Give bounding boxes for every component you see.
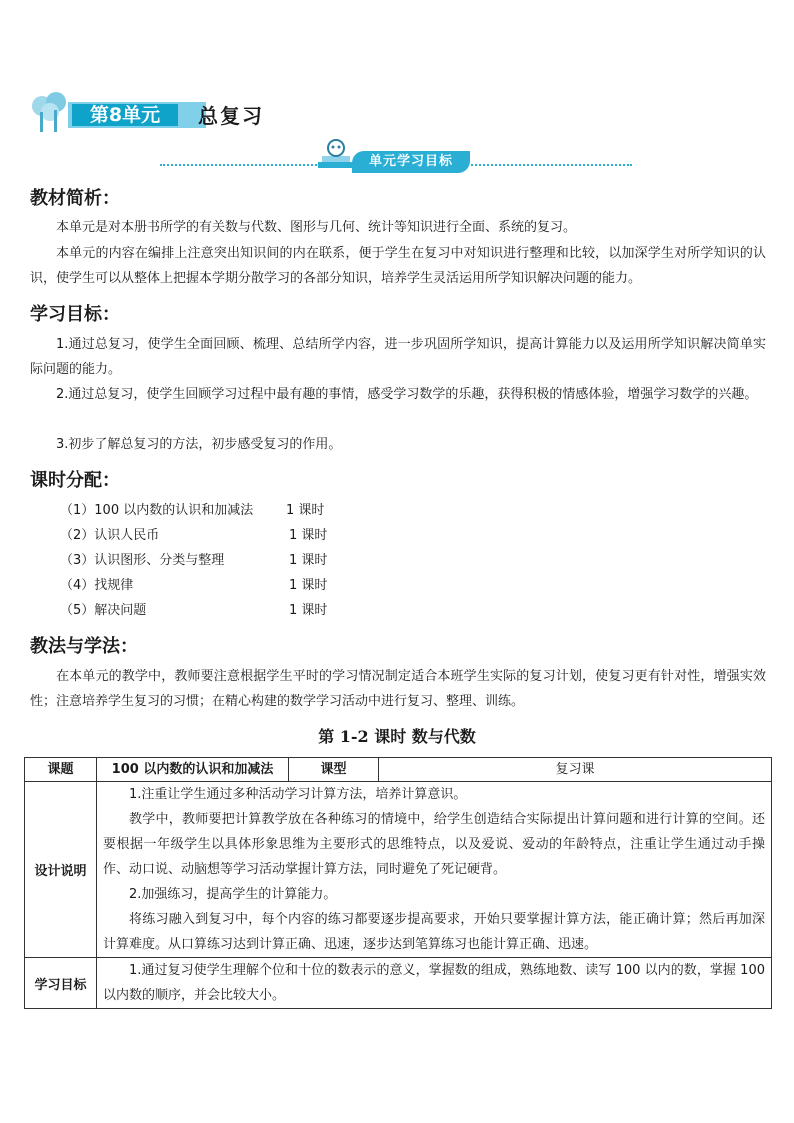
unit-objectives-banner [160,144,632,174]
lesson-name: （1）100 以内数的认识和加减法 [60,503,254,518]
design-paragraph: 教学中，教师要把计算教学放在各种练习的情境中，给学生创造结合实际提出计算问题和进行计算的空间。还要根据一年级学生以具体形象思维为主要形式的思维特点，以及爱说、爱动的年龄特点，注重让学生通过动手操作、动口说、动脑想等学习活动掌握计算方法，同时避免了死记硬背。 [103,812,765,877]
table-row [25,958,772,1009]
topic-value: 100 以内数的认识和加减法 [97,758,289,782]
lesson-hours: 1 课时 [289,603,328,618]
lesson-name: （4）找规律 [60,578,134,593]
topic-label: 课题 [25,758,97,782]
section-title-materials: 教材简析： [30,188,120,209]
lesson-name: （3）认识图形、分类与整理 [60,553,225,568]
lesson-hours: 1 课时 [286,503,325,518]
design-paragraph: 将练习融入到复习中，每个内容的练习都要逐步提高要求，开始只要掌握计算方法，能正确计算；然后再加深计算难度。从口算练习达到计算正确、迅速，逐步达到笔算练习也能计算正确、迅速。 [103,912,765,952]
design-content [97,782,772,958]
goals-paragraph: 2.通过总复习，使学生回顾学习过程中最有趣的事情，感受学习数学的乐趣，获得积极的情感体验，增强学习数学的兴趣。 [56,387,758,402]
banner-label: 单元学习目标 [352,151,470,173]
unit-header [30,92,290,136]
unit-badge [68,102,206,128]
unit-title: 总复习 [198,104,264,128]
objective-label: 学习目标 [25,958,97,1009]
design-paragraph: 2.加强练习，提高学生的计算能力。 [129,887,337,902]
tree-icon [30,92,70,134]
type-label: 课型 [289,758,379,782]
materials-paragraph: 本单元是对本册书所学的有关数与代数、图形与几何、统计等知识进行全面、系统的复习。 [56,220,577,235]
lesson-name: （5）解决问题 [60,603,147,618]
objective-paragraph: 1.通过复习使学生理解个位和十位的数表示的意义，掌握数的组成，熟练地数、读写 100 以内的数，掌握 100 以内数的顺序，并会比较大小。 [103,963,765,1003]
unit-badge-label: 第8单元 [72,104,178,126]
objective-content [97,958,772,1009]
lesson-hours: 1 课时 [289,528,328,543]
lesson-name: （2）认识人民币 [60,528,160,543]
section-title-goals: 学习目标： [30,304,120,325]
methods-paragraph: 在本单元的教学中，教师要注意根据学生平时的学习情况制定适合本班学生实际的复习计划，使复习更有针对性，增强实效性；注意培养学生复习的习惯；在精心构建的数学学习活动中进行复习、整理、训练。 [30,669,766,709]
type-value: 复习课 [379,758,772,782]
lesson-hours: 1 课时 [289,553,328,568]
goals-paragraph: 3.初步了解总复习的方法，初步感受复习的作用。 [56,437,342,452]
section-title-schedule: 课时分配： [30,470,120,491]
lesson-plan-table [24,757,772,1009]
table-row [25,758,772,782]
section-title-methods: 教法与学法： [30,636,138,657]
materials-paragraph: 本单元的内容在编排上注意突出知识间的内在联系，便于学生在复习中对知识进行整理和比较，以加深学生对所学知识的认识，使学生可以从整体上把握本学期分散学习的各部分知识，培养学生灵活运用所学知识解决问题的能力。 [30,246,766,286]
lesson-heading: 第 1-2 课时 数与代数 [318,727,476,746]
design-label: 设计说明 [25,782,97,958]
table-row [25,782,772,958]
design-paragraph: 1.注重让学生通过多种活动学习计算方法，培养计算意识。 [129,787,467,802]
goals-paragraph: 1.通过总复习，使学生全面回顾、梳理、总结所学内容，进一步巩固所学知识，提高计算能力以及运用所学知识解决简单实际问题的能力。 [30,337,766,377]
lesson-hours: 1 课时 [289,578,328,593]
